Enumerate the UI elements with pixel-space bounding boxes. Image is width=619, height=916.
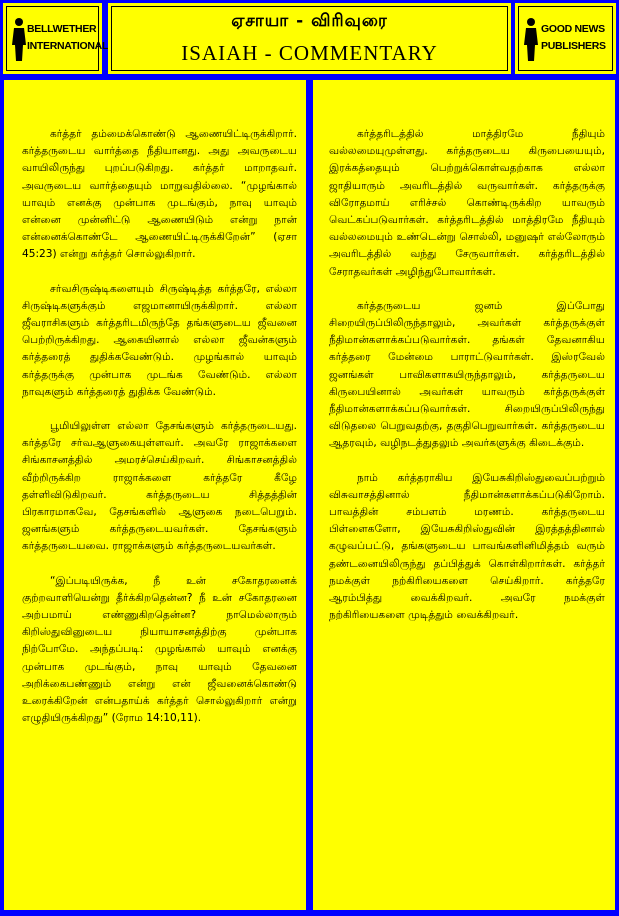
header-bar	[0, 0, 619, 80]
page-title-english: ISAIAH - COMMENTARY	[181, 41, 438, 65]
logo-right-line2: PUBLISHERS	[541, 40, 606, 52]
paragraph: கர்த்தரிடத்தில் மாத்திரமே நீதியும் வல்லமையுமுள்ளது. கர்த்தருடைய கிருபையையும், இரக்கத்தையும் பெற்றுக்கொள்வதற்காக எல்லா ஜாதியாரும் அவரிடத்தில் வருவார்கள். கர்த்தருக்கு விரோதமாய் எரிச்சல் கொண்டிருக்கிற யாவரும் வெட்கப்படுவார்கள். கர்த்தரிடத்தில் மாத்திரமே நீதியும் வல்லமையும் உண்டென்று சொல்லி, மனுஷர் எல்லோரும் அவரிடத்தில் வந்து சேருவார்கள். கர்த்தரிடத்தில் சேராதவர்கள் அழிந்துபோவார்கள்.	[329, 128, 605, 278]
paragraph: கர்த்தருடைய ஜனம் இப்போது சிறையிருப்பிலிருந்தாலும், அவர்கள் கர்த்தருக்குள் நீதிமான்களாக்கப்படுவார்கள். தங்கள் தேவனாகிய கர்த்தரை மேன்மை பாராட்டுவார்கள். இஸ்ரவேல் ஜனங்கள் பாவிகளாகயிருந்தாலும், கர்த்தருடைய கிருபையினால் அவர்கள் யாவரும் கர்த்தருக்குள் நீதிமான்களாக்கப்படுவார்கள். சிறையிருப்பிலிருந்து விடுதலை பெறுவதற்கு, தகுதிபெறுவார்கள். கர்த்தருடைய ஆதரவும், வழிநடத்துதலும் அவர்களுக்கு கிடைக்கும்.	[329, 299, 605, 450]
logo-left-line1: BELLWETHER	[27, 23, 97, 35]
right-text-column	[313, 80, 615, 910]
logo-right-line1: GOOD NEWS	[541, 23, 605, 35]
paragraph: கர்த்தர் தம்மைக்கொண்டு ஆணையிட்டிருக்கிறார். கர்த்தருடைய வார்த்தை நீதியானது. அது அவருடைய வாயிலிருந்து புறப்படுகிறது. கர்த்தர் மாறாதவர். அவருடைய வார்த்தையும் மாறுவதில்லை. “முழங்கால் யாவும் எனக்கு முன்பாக முடங்கும், நாவு யாவும் என்னை முன்னிட்டு ஆணையிடும் என்று நான் என்னைக்கொண்டே ஆணையிட்டிருக்கிறேன்” (ஏசா 45:23) என்று கர்த்தர் சொல்லுகிறார்.	[22, 128, 297, 261]
publisher-logo-right	[515, 3, 616, 74]
paragraph: சர்வசிருஷ்டிகளையும் சிருஷ்டித்த கர்த்தரே, எல்லா சிருஷ்டிகளுக்கும் எஜமானாயிருக்கிறார். எல்லா ஜீவராசிகளும் கர்த்தரிடமிருந்தே தங்களுடைய ஜீவனை பெற்றிருக்கிறது. ஆகையினால் எல்லா ஜீவன்களும் கர்த்தரைத் துதிக்கவேண்டும். முழங்கால் யாவும் கர்த்தருக்கு முன்பாக முடங்க வேண்டும். எல்லா நாவுகளும் கர்த்தரைத் துதிக்க வேண்டும்.	[22, 282, 297, 398]
logo-left-line2: INTERNATIONAL	[27, 40, 109, 52]
person-silhouette-icon	[523, 17, 539, 61]
title-panel	[108, 3, 511, 74]
paragraph: பூமியிலுள்ள எல்லா தேசங்களும் கர்த்தருடையது. கர்த்தரே சர்வஆளுகையுள்ளவர். அவரே ராஜாக்களை சிங்காசனத்தில் அமரச்செய்கிறவர். சிங்காசனத்தில் வீற்றிருக்கிற ராஜாக்களை கர்த்தரே கீழே தள்ளிவிடுகிறவர். கர்த்தருடைய சித்தத்தின் பிரகாரமாகவே, தேசங்களில் ஆளுகை நடைபெறும். ஜனங்களும் கர்த்தருடையவர்கள். தேசங்களும் கர்த்தருடையவை. ராஜாக்களும் கர்த்தருடையவர்கள்.	[22, 420, 297, 553]
page-title-tamil: ஏசாயா - விரிவுரை	[231, 11, 388, 31]
publisher-logo-left	[3, 3, 109, 74]
paragraph: நாம் கர்த்தராகிய இயேசுகிறிஸ்துவைப்பற்றும் விசுவாசத்தினால் நீதிமான்களாக்கப்படுகிறோம். பாவத்தின் சம்பளம் மரணம். கர்த்தருடைய பிள்ளைகளோ, இயேசுகிறிஸ்துவின் இரத்தத்தினால் கழுவப்பட்டு, தங்களுடைய பாவங்களினிமித்தம் வரும் தண்டனையிலிருந்து தப்பித்துக் கொள்கிறார்கள். கர்த்தர் நமக்குள் நற்கிரியைகளை செய்கிறார். கர்த்தரே ஆரம்பித்து வைக்கிறவர். அவரே நமக்குள் நற்கிரியைகளை முடித்தும் வைக்கிறவர்.	[329, 471, 605, 622]
paragraph: “இப்படியிருக்க, நீ உன் சகோதரனைக் குற்றவாளியென்று தீர்க்கிறதென்ன? நீ உன் சகோதரனை அற்பமாய் எண்ணுகிறதென்ன? நாமெல்லாரும் கிறிஸ்துவினுடைய நியாயாசனத்திற்கு முன்பாக நிற்போமே. அந்தப்படி: முழங்கால் யாவும் எனக்கு முன்பாக முடங்கும், நாவு யாவும் தேவனை அறிக்கைபண்ணும் என்று என் ஜீவனைக்கொண்டு உரைக்கிறேன் என்பதாய்க் கர்த்தர் சொல்லுகிறார் என்று எழுதியிருக்கிறது” (ரோம 14:10,11).	[22, 574, 297, 725]
left-text-column	[4, 80, 306, 910]
person-silhouette-icon	[11, 17, 27, 61]
